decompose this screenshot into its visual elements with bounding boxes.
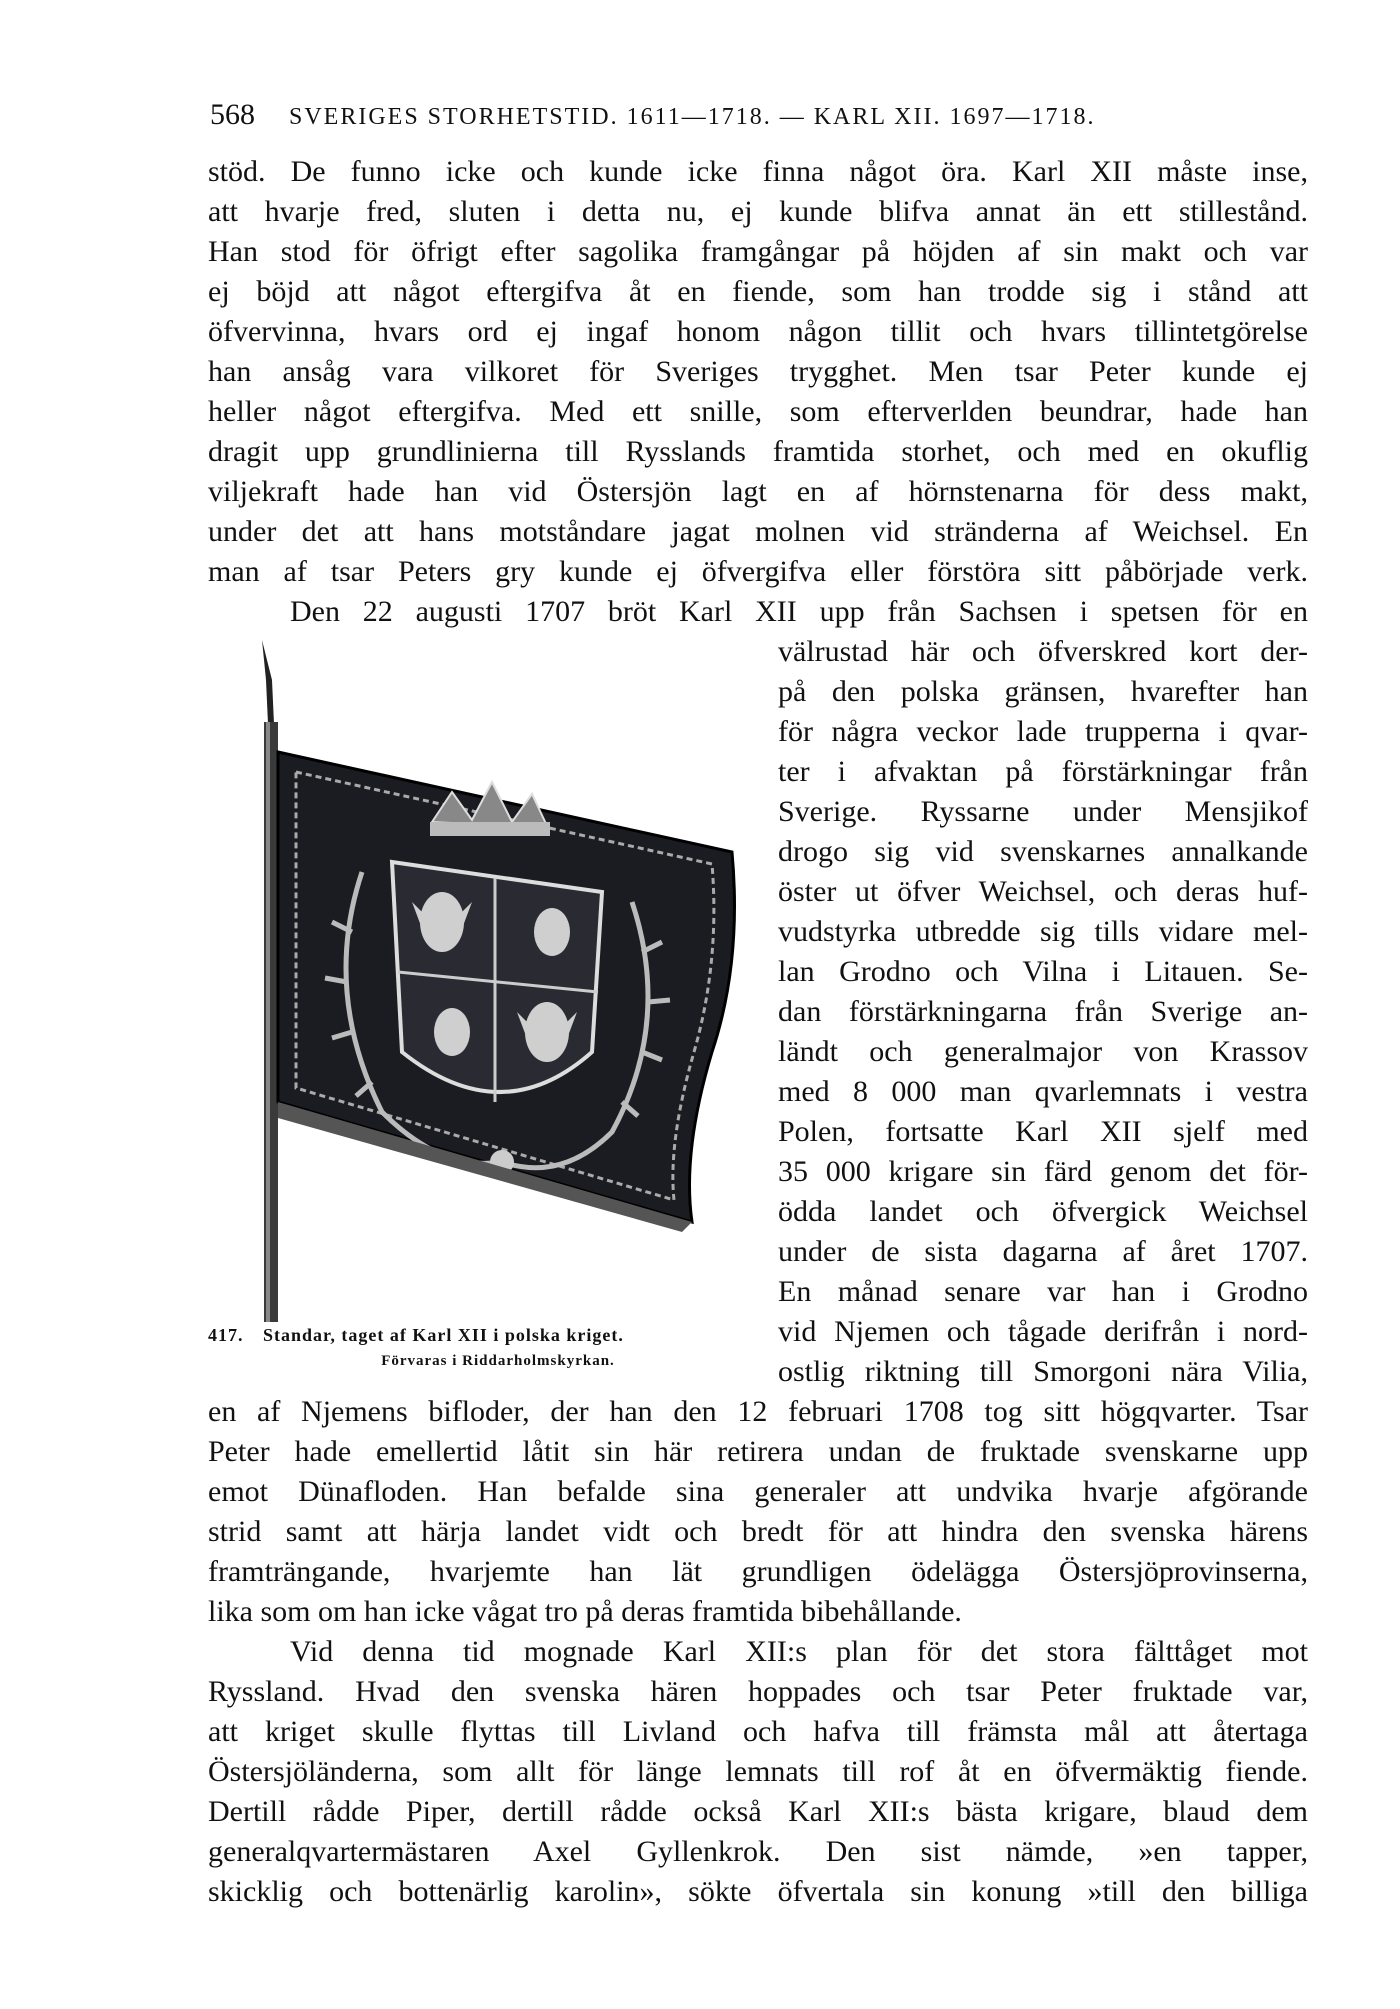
paragraph-start: Den 22 augusti 1707 bröt Karl XII upp från Sachsen i spetsen för en (290, 595, 1308, 628)
figure-caption (208, 1322, 768, 1374)
page-number: 568 (210, 98, 255, 131)
text-line: Östersjöländerna, som allt för länge lemnats till rof åt en öfvermäktig fiende. (208, 1755, 1308, 1788)
text-line: att hvarje fred, sluten i detta nu, ej kunde blifva annat än ett stillestånd. (208, 195, 1308, 228)
text-line: att kriget skulle flyttas till Livland och hafva till främsta mål att återtaga (208, 1715, 1308, 1748)
text-line: Han stod för öfrigt efter sagolika framgångar på höjden af sin makt och var (208, 235, 1308, 268)
text-line: ej böjd att något eftergifva åt en fiende, som han trodde sig i stånd att (208, 275, 1308, 308)
text-line: med 8 000 man qvarlemnats i vestra (778, 1075, 1308, 1108)
text-line: lan Grodno och Vilna i Litauen. Se- (778, 955, 1308, 988)
paragraph-start: Vid denna tid mognade Karl XII:s plan för det stora fälttåget mot (290, 1635, 1308, 1668)
text-line: man af tsar Peters gry kunde ej öfvergifva eller förstöra sitt påbörjade verk. (208, 555, 1308, 588)
pole-highlight (266, 722, 270, 1322)
pole-finial (262, 640, 274, 724)
text-line: viljekraft hade han vid Östersjön lagt en af hörnstenarna för dess makt, (208, 475, 1308, 508)
text-line: välrustad här och öfverskred kort der- (778, 635, 1308, 668)
text-line: han ansåg vara vilkoret för Sveriges trygghet. Men tsar Peter kunde ej (208, 355, 1308, 388)
text-line: Peter hade emellertid låtit sin här retirera undan de fruktade svenskarne upp (208, 1435, 1308, 1468)
text-line: framträngande, hvarjemte han lät grundligen ödelägga Östersjöprovinserna, (208, 1555, 1308, 1588)
standard-banner-illustration (212, 632, 764, 1332)
text-line: Sverige. Ryssarne under Mensjikof (778, 795, 1308, 828)
text-line: heller något eftergifva. Med ett snille, som efterverlden beundrar, hade han (208, 395, 1308, 428)
text-line: ländt och generalmajor von Krassov (778, 1035, 1308, 1068)
figure-number: 417. (208, 1325, 244, 1345)
text-line: vudstyrka utbredde sig tills vidare mel- (778, 915, 1308, 948)
text-line: ostlig riktning till Smorgoni nära Vilia, (778, 1355, 1308, 1388)
text-line: strid samt att härja landet vidt och bredt för att hindra den svenska härens (208, 1515, 1308, 1548)
text-line: drogo sig vid svenskarnes annalkande (778, 835, 1308, 868)
text-line: generalqvartermästaren Axel Gyllenkrok. Den sist nämde, »en tapper, (208, 1835, 1308, 1868)
text-line: ter i afvaktan på förstärkningar från (778, 755, 1308, 788)
figure-caption-text: Standar, taget af Karl XII i polska kriget. (263, 1325, 624, 1345)
text-line: under de sista dagarna af året 1707. (778, 1235, 1308, 1268)
text-line: lika som om han icke vågat tro på deras framtida bibehållande. (208, 1595, 962, 1628)
text-line: Dertill rådde Piper, dertill rådde också Karl XII:s bästa krigare, blaud dem (208, 1795, 1308, 1828)
text-line: en af Njemens bifloder, der han den 12 februari 1708 tog sitt högqvarter. Tsar (208, 1395, 1308, 1428)
text-line: Polen, fortsatte Karl XII sjelf med (778, 1115, 1308, 1148)
text-line: 35 000 krigare sin färd genom det för- (778, 1155, 1308, 1188)
text-line: för några veckor lade trupperna i qvar- (778, 715, 1308, 748)
text-line: skicklig och bottenärlig karolin», sökte öfvertala sin konung »till den billiga (208, 1875, 1308, 1908)
text-line: på den polska gränsen, hvarefter han (778, 675, 1308, 708)
text-line: vid Njemen och tågade derifrån i nord- (778, 1315, 1308, 1348)
text-line: ödda landet och öfvergick Weichsel (778, 1195, 1308, 1228)
running-header (210, 98, 1310, 132)
figure-subcaption: Förvaras i Riddarholmskyrkan. (381, 1353, 615, 1369)
text-line: emot Dünafloden. Han befalde sina generaler att undvika hvarje afgörande (208, 1475, 1308, 1508)
text-line: dan förstärkningarna från Sverige an- (778, 995, 1308, 1028)
text-line: under det att hans motståndare jagat molnen vid stränderna af Weichsel. En (208, 515, 1308, 548)
text-line: stöd. De funno icke och kunde icke finna något öra. Karl XII måste inse, (208, 155, 1308, 188)
text-line: öster ut öfver Weichsel, och deras huf- (778, 875, 1308, 908)
text-line: öfvervinna, hvars ord ej ingaf honom någon tillit och hvars tillintetgörelse (208, 315, 1308, 348)
coat-of-arms-shield (392, 862, 602, 1092)
text-line: En månad senare var han i Grodno (778, 1275, 1308, 1308)
banner-engraving (212, 632, 764, 1332)
running-title: SVERIGES STORHETSTID. 1611—1718. — KARL XII. 1697—1718. (289, 104, 1096, 130)
text-line: dragit upp grundlinierna till Rysslands framtida storhet, och med en okuflig (208, 435, 1308, 468)
text-line: Ryssland. Hvad den svenska hären hoppades och tsar Peter fruktade var, (208, 1675, 1308, 1708)
